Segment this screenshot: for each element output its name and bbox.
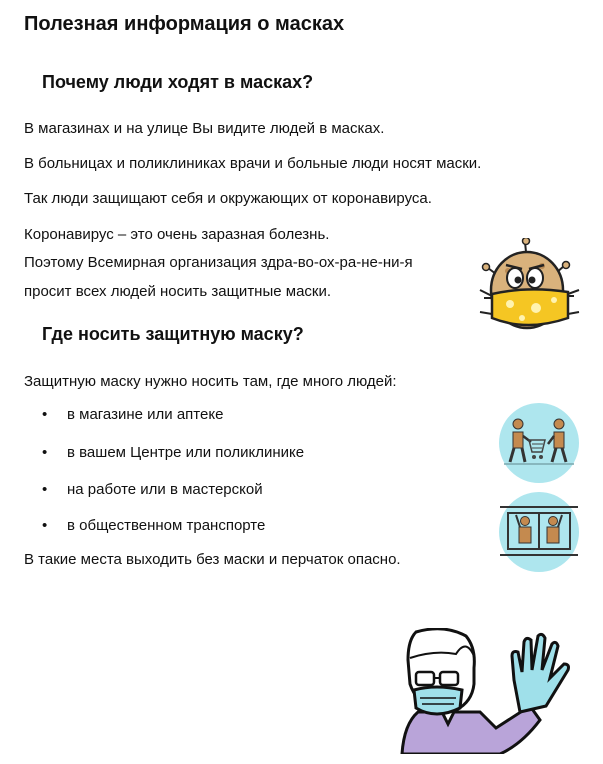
list-item: в вашем Центре или поликлинике — [67, 444, 305, 461]
bullet-marker: • — [42, 444, 48, 461]
section-heading-where: Где носить защитную маску? — [42, 324, 304, 344]
list-item: на работе или в мастерской — [67, 481, 263, 498]
intro-text: Защитную маску нужно носить там, где много людей: — [24, 373, 397, 390]
masked-virus-illustration — [478, 238, 582, 336]
list-item: в общественном транспорте — [67, 517, 266, 534]
paragraph-line: Поэтому Всемирная организация здра-во-ох-ра-не-ни-я — [24, 254, 413, 271]
section-heading-why: Почему люди ходят в масках? — [42, 72, 314, 92]
shopping-people-illustration — [498, 402, 580, 484]
paragraph-line: Коронавирус – это очень заразная болезнь. — [24, 226, 330, 243]
bullet-marker: • — [42, 406, 48, 423]
waving-person-illustration — [396, 628, 582, 754]
bullet-marker: • — [42, 517, 48, 534]
paragraph-line: В магазинах и на улице Вы видите людей в масках. — [24, 120, 385, 137]
closing-text: В такие места выходить без маски и перчаток опасно. — [24, 551, 401, 568]
bullet-marker: • — [42, 481, 48, 498]
paragraph-line: В больницах и поликлиниках врачи и больные люди носят маски. — [24, 155, 482, 172]
list-item: в магазине или аптеке — [67, 406, 224, 423]
transport-illustration — [498, 491, 580, 573]
paragraph-line: Так люди защищают себя и окружающих от коронавируса. — [24, 190, 432, 207]
paragraph-line: просит всех людей носить защитные маски. — [24, 283, 332, 300]
page-title: Полезная информация о масках — [24, 13, 345, 35]
